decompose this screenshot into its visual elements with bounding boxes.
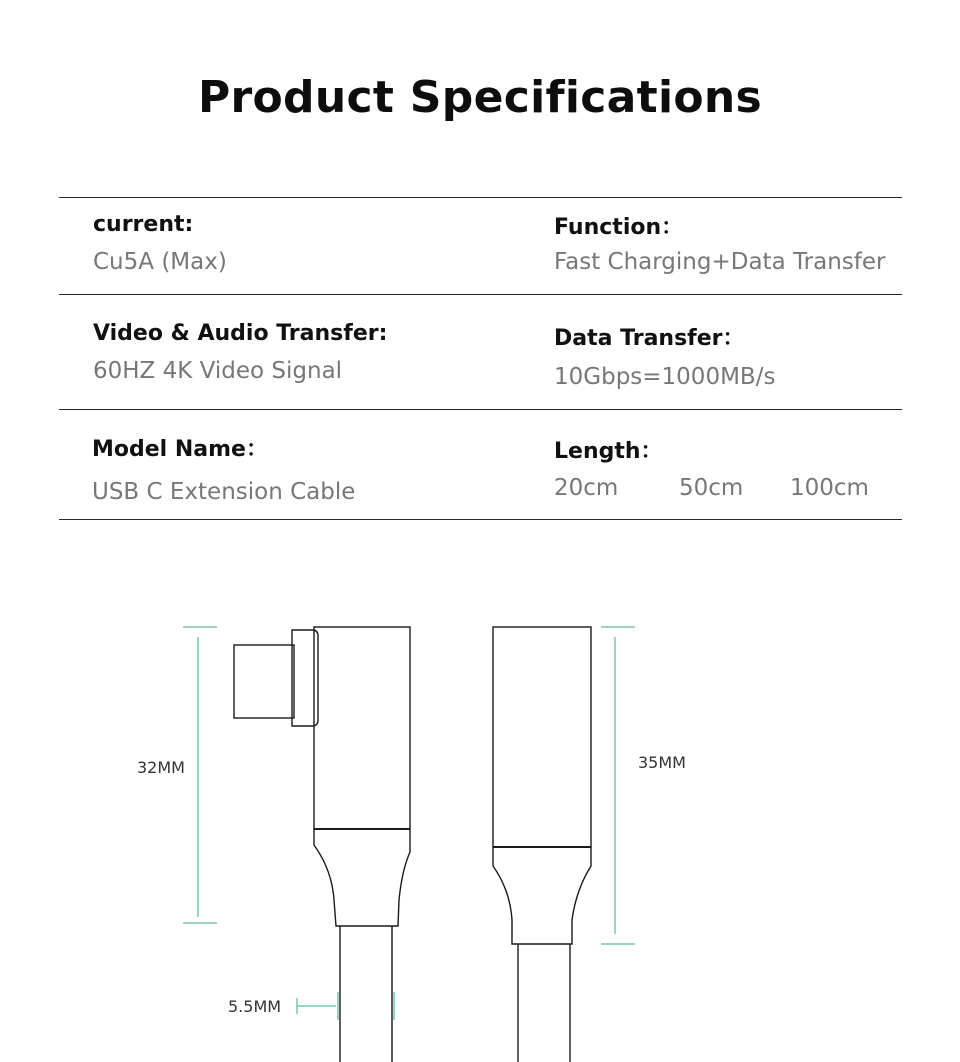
dimension-label-32mm: 32MM <box>137 758 185 777</box>
dimension-5-5mm <box>297 992 394 1020</box>
spec-value: USB C Extension Cable <box>92 479 356 505</box>
spec-label: Data Transfer： <box>554 326 745 351</box>
table-divider-top <box>59 197 902 198</box>
spec-label: Length： <box>554 439 663 464</box>
usb-c-plug-icon <box>234 645 294 718</box>
length-option-100cm: 100cm <box>790 475 869 501</box>
straight-connector-outline <box>493 627 591 1062</box>
spec-value: 60HZ 4K Video Signal <box>93 358 343 384</box>
right-connector-body <box>493 627 591 847</box>
dimension-35mm <box>601 627 635 944</box>
spec-label: Video & Audio Transfer: <box>93 321 388 346</box>
table-divider-2 <box>59 409 902 410</box>
spec-data-transfer <box>554 321 775 390</box>
page-title: Product Specifications <box>197 72 763 123</box>
spec-label: current: <box>93 212 194 237</box>
spec-label: Model Name： <box>92 437 268 462</box>
spec-length <box>554 434 663 465</box>
spec-value: Fast Charging+Data Transfer <box>554 249 886 275</box>
spec-value: Cu5A (Max) <box>93 249 227 275</box>
spec-video-audio <box>93 321 387 384</box>
spec-function <box>554 210 885 275</box>
dimension-32mm <box>183 627 217 923</box>
left-connector-body <box>314 627 410 829</box>
cable-dimension-diagram <box>0 600 960 1062</box>
spec-label: Function： <box>554 215 684 240</box>
table-divider-bottom <box>59 519 902 520</box>
left-strain-relief <box>314 829 410 926</box>
spec-value: 10Gbps=1000MB/s <box>554 364 776 390</box>
dimension-label-5-5mm: 5.5MM <box>228 997 282 1016</box>
length-option-50cm: 50cm <box>679 475 744 501</box>
right-strain-relief <box>493 847 591 944</box>
table-divider-1 <box>59 294 902 295</box>
dimension-label-35mm: 35MM <box>638 753 686 772</box>
spec-current <box>93 212 227 275</box>
length-option-20cm: 20cm <box>554 475 619 501</box>
spec-model-name <box>92 432 355 505</box>
